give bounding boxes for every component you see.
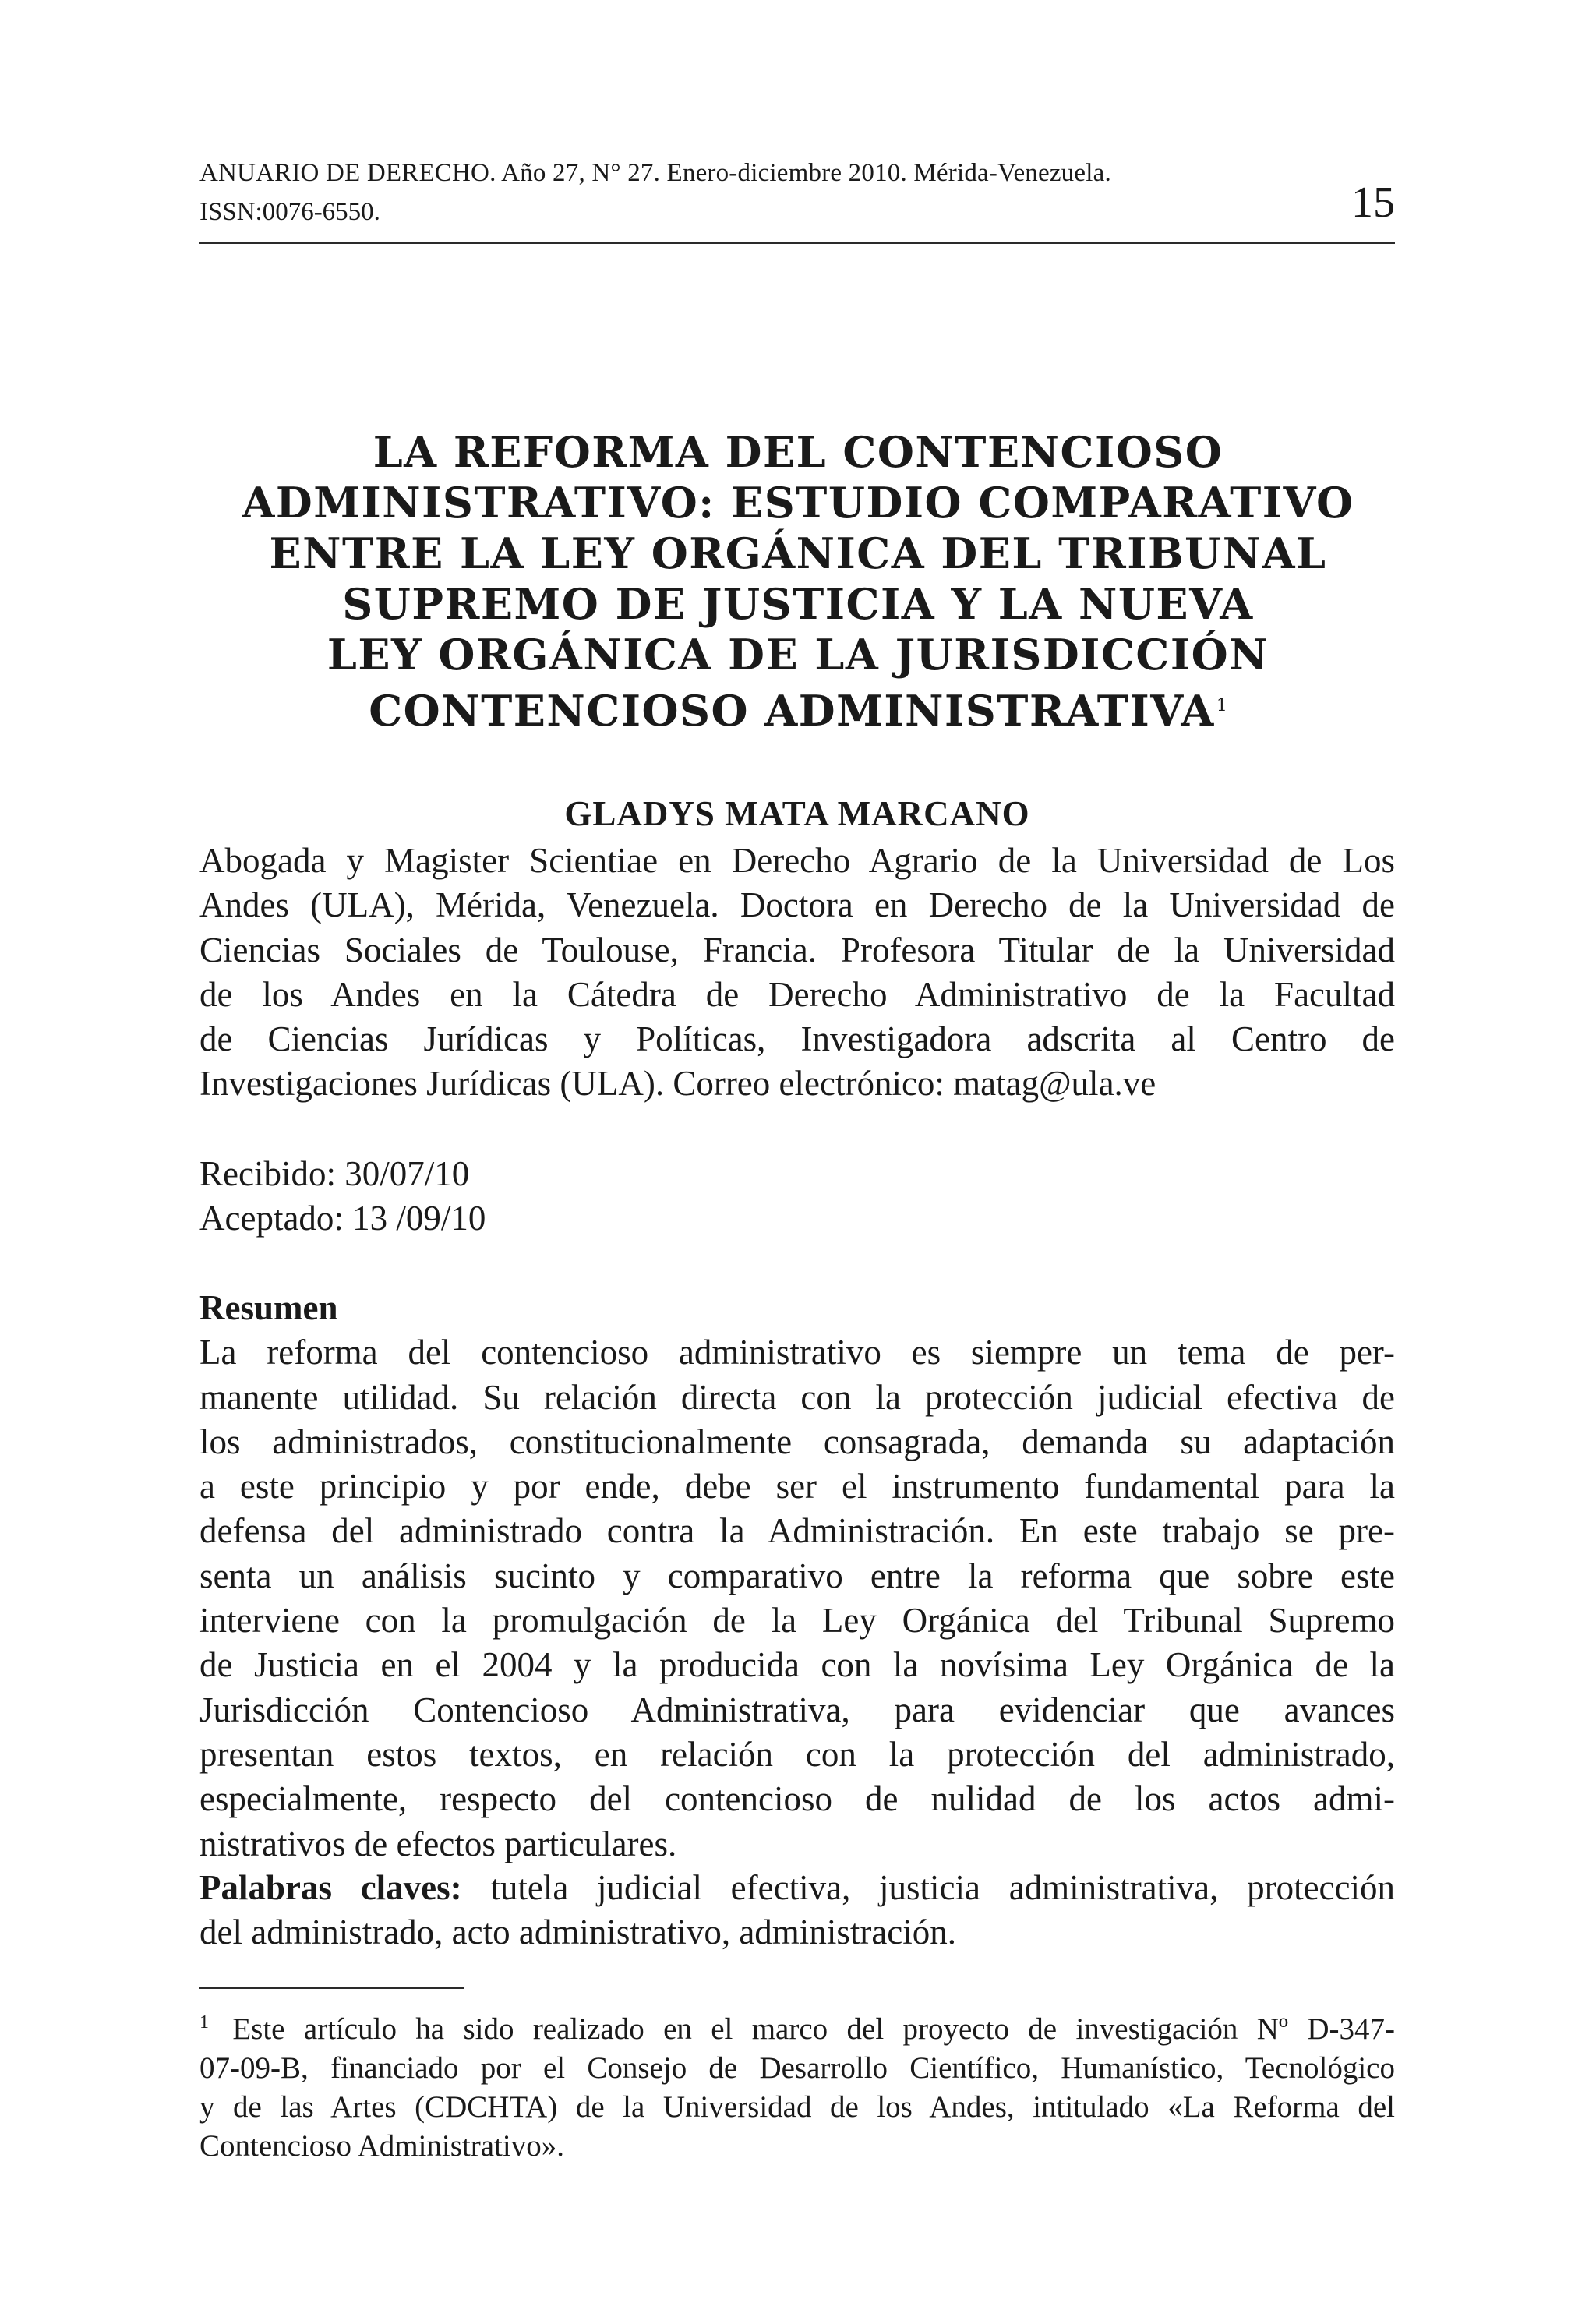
article-title — [179, 427, 1417, 736]
keywords — [200, 1866, 1395, 1955]
keywords-line — [200, 1866, 1395, 1910]
abstract-line: interviene con la promulgación de la Ley Orgánica del Tribunal Supremo — [200, 1601, 1395, 1641]
abstract-line: La reforma del contencioso administrativo es siempre un tema de per- — [200, 1333, 1395, 1372]
author-bio — [200, 839, 1395, 1107]
abstract-line: nistrativos de efectos particulares. — [200, 1824, 677, 1863]
abstract-line: manente utilidad. Su relación directa con la protección judicial efectiva de — [200, 1377, 1395, 1417]
submission-dates — [200, 1152, 1395, 1242]
abstract-line: presentan estos textos, en relación con la protección del administrado, — [200, 1734, 1395, 1774]
abstract-line: defensa del administrado contra la Administración. En este trabajo se pre- — [200, 1511, 1395, 1551]
abstract-heading: Resumen — [200, 1288, 338, 1327]
footnote-text: Este artículo ha sido realizado en el marco del proyecto de investigación Nº D-347- — [214, 2012, 1395, 2046]
abstract-line: Jurisdicción Contencioso Administrativa, para evidenciar que avances — [200, 1690, 1395, 1729]
bio-line: de Ciencias Jurídicas y Políticas, Investigadora adscrita al Centro de — [200, 1019, 1395, 1059]
abstract-line: los administrados, constitucionalmente consagrada, demanda su adaptación — [200, 1422, 1395, 1461]
title-line: ENTRE LA LEY ORGÁNICA DEL TRIBUNAL — [269, 528, 1327, 578]
bio-line: Ciencias Sociales de Toulouse, Francia. Profesora Titular de la Universidad — [200, 930, 1395, 970]
footnote-line — [200, 2003, 1395, 2049]
abstract-line: especialmente, respecto del contencioso de nulidad de los actos admi- — [200, 1779, 1395, 1819]
abstract-line: de Justicia en el 2004 y la producida con la novísima Ley Orgánica de la — [200, 1645, 1395, 1685]
footnote-marker: 1 — [200, 2012, 209, 2033]
title-line: LEY ORGÁNICA DE LA JURISDICCIÓN — [327, 630, 1269, 680]
issn: ISSN:0076-6550. — [200, 198, 380, 226]
title-footnote-reference[interactable]: 1 — [1216, 696, 1227, 715]
abstract-line: senta un análisis sucinto y comparativo entre la reforma que sobre este — [200, 1556, 1395, 1595]
footnote-line: 07-09-B, financiado por el Consejo de Desarrollo Científico, Humanístico, Tecnológico — [200, 2051, 1395, 2085]
footnote-line: Contencioso Administrativo». — [200, 2129, 564, 2163]
abstract-line: a este principio y por ende, debe ser el instrumento fundamental para la — [200, 1467, 1395, 1506]
keywords-label: Palabras claves: — [200, 1868, 462, 1907]
bio-line: Andes (ULA), Mérida, Venezuela. Doctora en Derecho de la Universidad de — [200, 885, 1395, 925]
bio-line: Investigaciones Jurídicas (ULA). Correo electrónico: matag@ula.ve — [200, 1064, 1156, 1104]
author-name: GLADYS MATA MARCANO — [564, 794, 1030, 833]
title-line: LA REFORMA DEL CONTENCIOSO — [373, 427, 1223, 477]
abstract — [200, 1286, 1395, 1867]
received-date: Recibido: 30/07/10 — [200, 1154, 470, 1193]
keywords-text: tutela judicial efectiva, justicia administrativa, protección — [461, 1868, 1395, 1907]
running-header — [200, 156, 1395, 244]
page-number: 15 — [1351, 178, 1395, 227]
title-line-final — [179, 680, 1417, 736]
footnote-divider — [200, 1987, 464, 1989]
title-line-text: CONTENCIOSO ADMINISTRATIVA — [369, 686, 1215, 736]
accepted-date: Aceptado: 13 /09/10 — [200, 1199, 486, 1238]
title-line: ADMINISTRATIVO: ESTUDIO COMPARATIVO — [242, 478, 1354, 528]
journal-citation: ANUARIO DE DERECHO. Año 27, N° 27. Enero-diciembre 2010. Mérida-Venezuela. — [200, 159, 1111, 187]
footnote-line: y de las Artes (CDCHTA) de la Universidad de los Andes, intitulado «La Reforma del — [200, 2090, 1395, 2124]
title-line: SUPREMO DE JUSTICIA Y LA NUEVA — [342, 579, 1254, 629]
footnote — [200, 2003, 1395, 2166]
keywords-line: del administrado, acto administrativo, administración. — [200, 1913, 957, 1952]
bio-line: Abogada y Magister Scientiae en Derecho Agrario de la Universidad de Los — [200, 841, 1395, 880]
bio-line: de los Andes en la Cátedra de Derecho Administrativo de la Facultad — [200, 974, 1395, 1014]
